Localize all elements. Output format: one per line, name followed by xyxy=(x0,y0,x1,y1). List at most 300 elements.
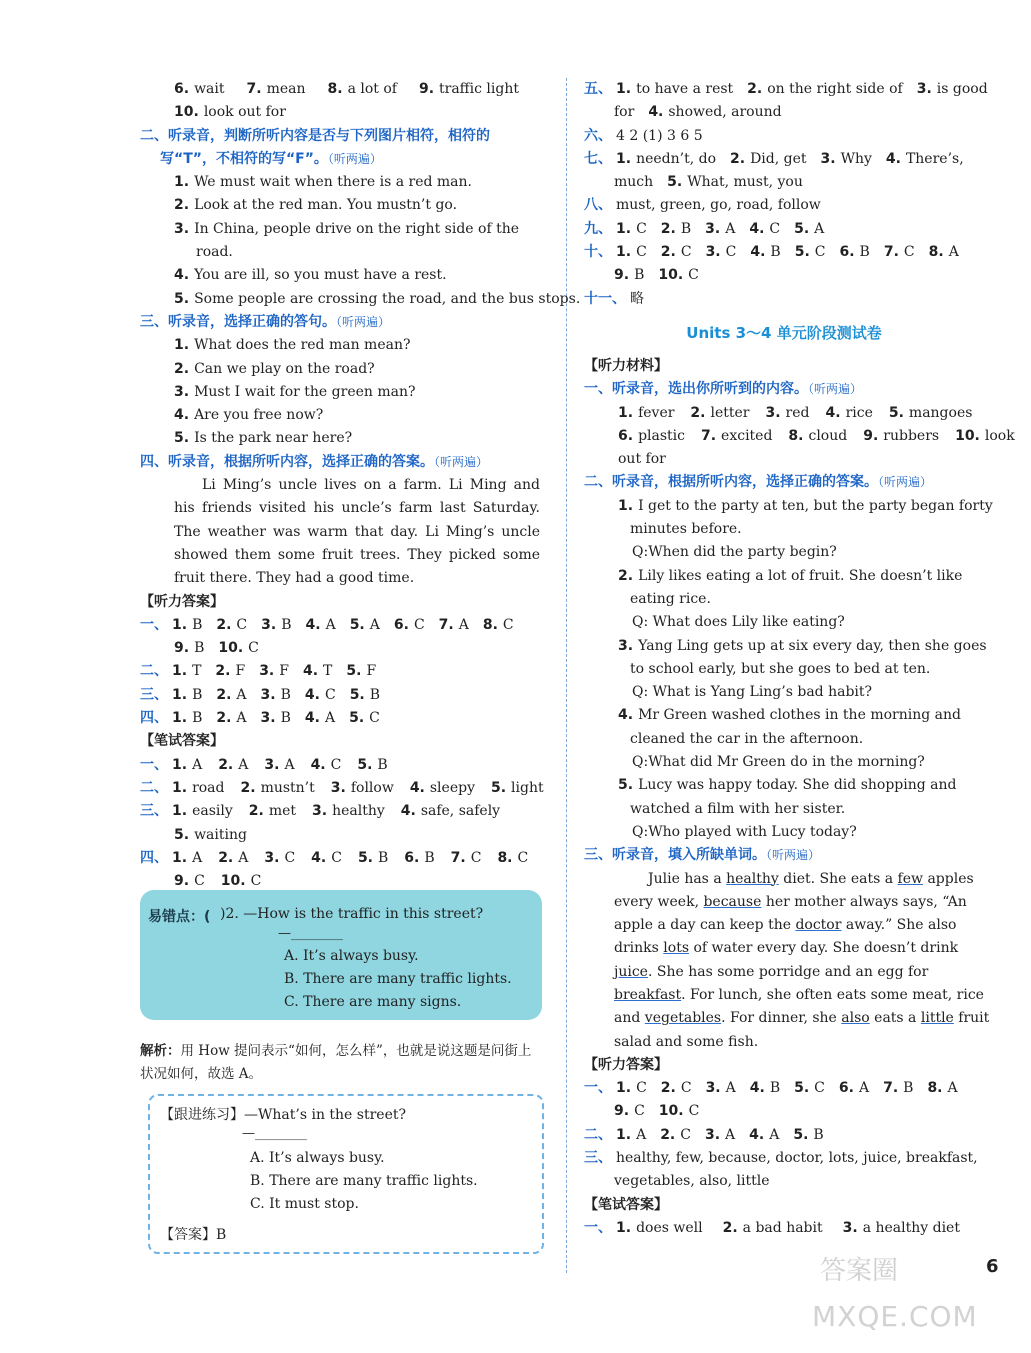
question-line-cont: to school early, but she goes to bed at ten. xyxy=(630,660,931,677)
item-number: 3. xyxy=(330,779,346,796)
item-text: sleepy xyxy=(429,779,475,796)
item-text: C xyxy=(814,244,826,261)
listening-passage: Li Ming’s uncle lives on a farm. Li Ming and his friends visited his uncle’s farm last Saturday. The weather was warm that day. Li Ming’s uncle showed them some fruit trees. They picked some fruit there. They had a good time. xyxy=(174,477,540,587)
answer-item xyxy=(929,244,959,260)
section-number: 九、 xyxy=(584,220,612,237)
item-text: A xyxy=(725,1080,736,1097)
item-number: 10. xyxy=(658,1103,684,1120)
item-number: 7. xyxy=(700,427,717,444)
answer-item xyxy=(350,617,380,633)
option-c: C. It must stop. xyxy=(250,1196,359,1212)
item-text: Lucy was happy today. She did shopping and xyxy=(638,777,957,794)
item-number: 5. xyxy=(349,710,365,727)
item-number: 4. xyxy=(304,686,320,703)
answer-item xyxy=(331,780,394,796)
item-number: 5. xyxy=(667,174,683,191)
section-number: 二、 xyxy=(140,779,168,796)
watermark-logo: 答案圈 xyxy=(820,1256,899,1286)
item-text: is good xyxy=(936,81,988,97)
follow-up-practice-box xyxy=(148,1094,544,1254)
answer-item xyxy=(249,803,296,819)
item-text: light xyxy=(511,779,544,796)
item-text: a lot of xyxy=(347,81,397,97)
item-number: 4. xyxy=(400,803,416,820)
answer-item xyxy=(616,81,733,97)
analysis-text xyxy=(140,1040,542,1086)
answer-item xyxy=(306,617,336,633)
item-number: 5. xyxy=(793,1126,809,1143)
section-1-items xyxy=(584,402,1015,449)
filled-word: juice xyxy=(614,963,648,980)
answer-item xyxy=(750,1080,780,1096)
item-text: Is the park near here? xyxy=(194,430,353,447)
answer-item xyxy=(705,1127,735,1143)
right-top-answers xyxy=(584,78,988,311)
filled-word: because xyxy=(703,893,762,910)
item-text: C xyxy=(470,849,482,866)
item-number: 3. xyxy=(705,220,721,237)
option-a: A. It’s always busy. xyxy=(284,948,419,964)
item-text: B xyxy=(192,616,203,633)
question-line xyxy=(584,495,993,518)
section-2-items xyxy=(140,171,581,311)
item-text: follow xyxy=(350,779,394,796)
filled-word: few xyxy=(897,870,923,887)
answer-item xyxy=(616,221,647,237)
answer-item xyxy=(648,104,781,120)
item-text: C xyxy=(250,873,262,890)
question-q: Q:When did the party begin? xyxy=(632,544,837,561)
answer-item xyxy=(747,81,903,97)
item-text: A xyxy=(238,756,249,773)
item-number: 6. xyxy=(404,849,420,866)
item-text: A xyxy=(324,710,336,727)
answer-item xyxy=(404,850,434,866)
answer-line xyxy=(584,171,984,194)
answer-item xyxy=(172,850,202,866)
answer-item xyxy=(667,174,803,190)
item-text: A xyxy=(369,616,380,633)
listening-answers-title: 【听力答案】 xyxy=(584,1056,668,1073)
listening-answers xyxy=(584,1077,984,1193)
answer-line xyxy=(140,777,550,800)
section-heading-4 xyxy=(140,451,550,474)
item-text: C xyxy=(680,1126,691,1143)
item-text: In China, people drive on the right side of the xyxy=(194,220,520,237)
passage-text: drinks xyxy=(614,940,664,957)
list-item xyxy=(140,194,550,217)
answer-item xyxy=(247,81,306,97)
error-question: )2. —How is the traffic in this street? xyxy=(220,906,484,922)
item-text: B xyxy=(769,1080,781,1097)
section-number: 八、 xyxy=(584,197,612,214)
answer-item xyxy=(765,405,809,421)
item-text: B xyxy=(192,686,203,703)
answer-item xyxy=(264,850,295,866)
answer-item xyxy=(843,1220,960,1236)
item-number: 4. xyxy=(174,407,190,424)
item-text: much xyxy=(614,174,654,191)
passage-text: every week, xyxy=(614,893,704,910)
item-number: 4. xyxy=(648,104,664,121)
answer-item xyxy=(497,850,528,866)
answer-item xyxy=(491,780,544,796)
item-text: C xyxy=(636,244,647,261)
answer-item xyxy=(401,803,500,819)
passage-line xyxy=(584,961,984,984)
list-item xyxy=(140,404,550,427)
answer-text: 4 2 (1) 3 6 5 xyxy=(616,127,703,144)
passage-text: . For dinner, she xyxy=(721,1010,842,1027)
item-text: C xyxy=(284,849,296,866)
item-text: for xyxy=(614,104,635,121)
item-number: 1. xyxy=(172,616,188,633)
item-text: A xyxy=(325,616,336,633)
list-item xyxy=(140,427,550,450)
item-text: C xyxy=(331,849,342,866)
item-text: Are you free now? xyxy=(194,407,324,424)
filled-word: also xyxy=(841,1010,870,1027)
answer-line xyxy=(140,660,550,683)
section-title-cont: 写“T”，不相符的写“F”。 xyxy=(160,150,328,167)
item-text: We must wait when there is a red man. xyxy=(194,174,472,191)
answer-item xyxy=(749,221,780,237)
item-text: B xyxy=(281,616,292,633)
item-number: 5. xyxy=(174,826,190,843)
item-text: look xyxy=(984,427,1015,444)
item-text: on the right side of xyxy=(767,81,903,97)
item-text: C xyxy=(814,1080,825,1097)
answer-item xyxy=(174,640,204,656)
item-text: B xyxy=(903,1080,914,1097)
answer-item xyxy=(705,221,735,237)
item-number: 8. xyxy=(497,849,513,866)
section-note: （听两遍） xyxy=(336,314,391,329)
list-item xyxy=(140,218,550,241)
answer-item xyxy=(174,873,205,889)
answer-item xyxy=(889,405,973,421)
answer-line xyxy=(584,78,988,101)
item-number: 1. xyxy=(616,150,632,167)
answer-line xyxy=(584,1124,984,1147)
section-heading-2 xyxy=(584,471,984,494)
answer-item xyxy=(917,81,988,97)
item-number: 4. xyxy=(304,710,320,727)
item-text: C xyxy=(636,220,647,237)
section-title: 二、听录音，判断所听内容是否与下列图片相符，相符的 xyxy=(140,127,490,144)
item-number: 5. xyxy=(490,779,507,796)
unit-title: Units 3～4 单元阶段测试卷 xyxy=(686,323,882,342)
item-text: There’s, xyxy=(905,150,964,167)
item-text: Look at the red man. You mustn’t go. xyxy=(194,197,458,214)
answer-item xyxy=(172,757,202,773)
answer-item xyxy=(172,687,202,703)
answer-line xyxy=(140,101,550,124)
item-text: A xyxy=(858,1080,870,1097)
item-text: traffic light xyxy=(439,81,519,97)
item-text: A xyxy=(814,220,825,237)
item-number: 3. xyxy=(820,150,836,167)
item-number: 5. xyxy=(174,430,190,447)
answer-line xyxy=(584,241,984,264)
right-column xyxy=(584,78,1015,1240)
item-text: A xyxy=(192,849,203,866)
answer-line xyxy=(140,800,550,823)
item-text: easily xyxy=(192,803,233,820)
item-number: 8. xyxy=(482,616,498,633)
section-number: 十一、 xyxy=(584,290,626,307)
item-text: needn’t, do xyxy=(636,150,716,167)
item-text: C xyxy=(725,244,737,261)
answer-item xyxy=(305,710,335,726)
answer-item xyxy=(821,151,872,167)
passage-line xyxy=(584,1007,990,1030)
written-answers xyxy=(584,1217,984,1240)
item-number: 5. xyxy=(794,1080,810,1097)
item-text: healthy xyxy=(332,803,385,820)
answer-item xyxy=(172,617,202,633)
item-text: look out for xyxy=(203,104,286,121)
item-number: 6. xyxy=(838,1080,854,1097)
item-text: T xyxy=(192,663,202,680)
column-divider xyxy=(566,78,567,1273)
item-text: a bad habit xyxy=(742,1219,823,1236)
filled-word: breakfast xyxy=(614,986,682,1003)
section-number: 三、 xyxy=(140,803,168,820)
passage-text: apple a day can keep the xyxy=(614,917,796,934)
item-text: B xyxy=(377,756,388,773)
item-number: 1. xyxy=(618,497,634,514)
item-text: C xyxy=(502,616,514,633)
answer-item xyxy=(863,428,939,444)
section-3-items xyxy=(140,334,550,450)
answer-item xyxy=(174,827,247,843)
answer-item xyxy=(312,803,385,819)
item-number: 1. xyxy=(616,244,632,261)
item-text: does well xyxy=(636,1219,703,1236)
list-item xyxy=(140,358,550,381)
item-text: A xyxy=(458,616,469,633)
item-text: Mr Green washed clothes in the morning and xyxy=(638,707,961,724)
item-number: 4. xyxy=(750,244,766,261)
answer-line xyxy=(584,194,984,217)
section-number: 三、 xyxy=(584,1150,612,1167)
listening-answers xyxy=(140,614,550,730)
item-number: 10. xyxy=(658,267,684,284)
answer-item xyxy=(218,850,248,866)
item-text: B xyxy=(813,1126,824,1143)
item-text: A xyxy=(769,1126,780,1143)
passage-line xyxy=(584,984,984,1007)
passage-line xyxy=(584,914,984,937)
item-number: 9. xyxy=(174,640,190,657)
answer-item xyxy=(221,873,262,889)
item-text: A xyxy=(192,756,203,773)
item-number: 6. xyxy=(618,427,634,444)
item-text: Lily likes eating a lot of fruit. She doesn’t like xyxy=(638,567,963,584)
list-item xyxy=(140,381,550,404)
item-number: 10. xyxy=(174,104,199,121)
answer-line xyxy=(584,288,984,311)
section-number: 三、 xyxy=(140,686,168,703)
item-text: What does the red man mean? xyxy=(194,337,411,354)
passage-text: fruit xyxy=(953,1010,990,1027)
item-text: C xyxy=(517,849,529,866)
follow-up-title: 【跟进练习】—What’s in the street? xyxy=(160,1107,406,1123)
written-answers-title: 【笔试答案】 xyxy=(140,733,224,750)
item-text: B xyxy=(194,640,205,657)
item-number: 5. xyxy=(357,849,373,866)
question-line xyxy=(584,774,984,797)
item-text: plastic xyxy=(638,427,685,444)
answer-item xyxy=(614,104,634,120)
item-number: 3. xyxy=(261,616,277,633)
answer-item xyxy=(218,640,259,656)
analysis-label: 解析： xyxy=(140,1043,181,1059)
answer-item xyxy=(616,244,647,260)
item-number: 3. xyxy=(264,756,280,773)
answer-item xyxy=(261,710,291,726)
question-q: Q:What did Mr Green do in the morning? xyxy=(632,754,925,771)
answer-line xyxy=(140,614,550,637)
answer-item xyxy=(706,244,737,260)
item-text: B xyxy=(192,710,203,727)
filled-word: doctor xyxy=(795,917,842,934)
item-number: 2. xyxy=(747,81,763,97)
item-number: 3. xyxy=(259,663,275,680)
item-text: C xyxy=(413,616,425,633)
section-title: 一、听录音，选出你所听到的内容。 xyxy=(584,381,808,398)
passage-line xyxy=(584,868,984,891)
item-number: 2. xyxy=(660,1126,676,1143)
item-number: 8. xyxy=(927,1080,943,1097)
answer-item xyxy=(723,1220,823,1236)
item-number: 3. xyxy=(765,404,781,421)
item-number: 6. xyxy=(393,616,409,633)
item-number: 6. xyxy=(174,81,190,97)
answer-item xyxy=(616,1127,646,1143)
answer-item xyxy=(305,687,336,703)
item-text: F xyxy=(279,663,289,680)
answer-item xyxy=(614,267,644,283)
answer-item xyxy=(349,710,380,726)
item-text: mangoes xyxy=(908,404,973,421)
answer-item xyxy=(794,221,824,237)
follow-up-answer: 【答案】B xyxy=(160,1227,227,1243)
answer-line xyxy=(584,264,984,287)
answer-item xyxy=(172,663,201,679)
answer-line xyxy=(584,218,984,241)
answer-item xyxy=(706,1080,736,1096)
item-text: Yang Ling gets up at six every day, then she goes xyxy=(638,637,987,654)
filled-word: lots xyxy=(663,940,689,957)
answer-item xyxy=(483,617,514,633)
item-text: C xyxy=(236,616,248,633)
item-number: 1. xyxy=(174,337,190,354)
item-text: C xyxy=(903,244,915,261)
item-text: fever xyxy=(638,404,675,421)
section-number: 五、 xyxy=(584,81,612,97)
item-number: 3. xyxy=(916,81,932,97)
item-number: 9. xyxy=(418,81,435,97)
item-text: waiting xyxy=(194,826,247,843)
item-text: A xyxy=(236,710,247,727)
answer-item xyxy=(439,617,469,633)
item-number: 1. xyxy=(616,1219,632,1236)
answer-item xyxy=(216,687,246,703)
answer-item xyxy=(328,81,397,97)
answer-item xyxy=(261,687,291,703)
answer-item xyxy=(661,221,691,237)
item-text: C xyxy=(680,1080,692,1097)
item-number: 2. xyxy=(174,197,190,214)
item-text: Why xyxy=(840,150,872,167)
section-title: 三、听录音，选择正确的答句。 xyxy=(140,313,336,330)
answer-line xyxy=(140,707,550,730)
answer-line xyxy=(584,1077,984,1100)
answer-item xyxy=(730,151,807,167)
item-text: letter xyxy=(710,404,750,421)
item-number: 2. xyxy=(174,360,190,377)
answer-item xyxy=(750,244,780,260)
answer-item xyxy=(884,244,915,260)
item-number: 2. xyxy=(216,616,232,633)
item-text: Must I wait for the green man? xyxy=(194,383,416,400)
question-q: Q: What is Yang Ling’s bad habit? xyxy=(632,684,873,701)
answer-item xyxy=(839,244,869,260)
item-number: 1. xyxy=(172,686,188,703)
page-number: 6 xyxy=(986,1256,999,1277)
section-number: 四、 xyxy=(140,849,168,866)
answer-item xyxy=(172,780,225,796)
answer-item xyxy=(659,1103,700,1119)
section-number: 一、 xyxy=(584,1219,612,1236)
answer-item xyxy=(174,81,225,97)
material-title: 【听力材料】 xyxy=(584,357,668,374)
section-number: 四、 xyxy=(140,710,168,727)
item-number: 3. xyxy=(618,637,634,654)
passage-text: diet. She eats a xyxy=(778,870,898,887)
item-number: 1. xyxy=(172,849,188,866)
answer-item xyxy=(690,405,749,421)
answer-item xyxy=(660,1127,691,1143)
section-title: 二、听录音，根据所听内容，选择正确的答案。 xyxy=(584,474,878,491)
item-text: cloud xyxy=(808,427,848,444)
item-text: B xyxy=(770,244,781,261)
passage-line xyxy=(584,1031,984,1054)
list-item xyxy=(140,288,581,311)
answer-item xyxy=(264,757,294,773)
list-item xyxy=(140,241,550,264)
item-number: 1. xyxy=(172,663,188,680)
answer-item xyxy=(618,405,674,421)
answer-item xyxy=(661,244,692,260)
written-answers-title: 【笔试答案】 xyxy=(584,1196,668,1213)
item-text: C xyxy=(248,640,259,657)
item-text: mean xyxy=(266,81,306,97)
answer-item xyxy=(614,174,653,190)
item-text: safe, safely xyxy=(420,803,501,820)
item-number: 4. xyxy=(174,267,190,284)
item-text: C xyxy=(369,710,380,727)
answer-line xyxy=(584,148,984,171)
answer-item xyxy=(394,617,425,633)
item-number: 2. xyxy=(730,150,746,167)
answer-line xyxy=(584,425,1015,448)
section-number: 六、 xyxy=(584,127,612,144)
item-number: 5. xyxy=(346,663,362,680)
answer-item xyxy=(241,780,315,796)
